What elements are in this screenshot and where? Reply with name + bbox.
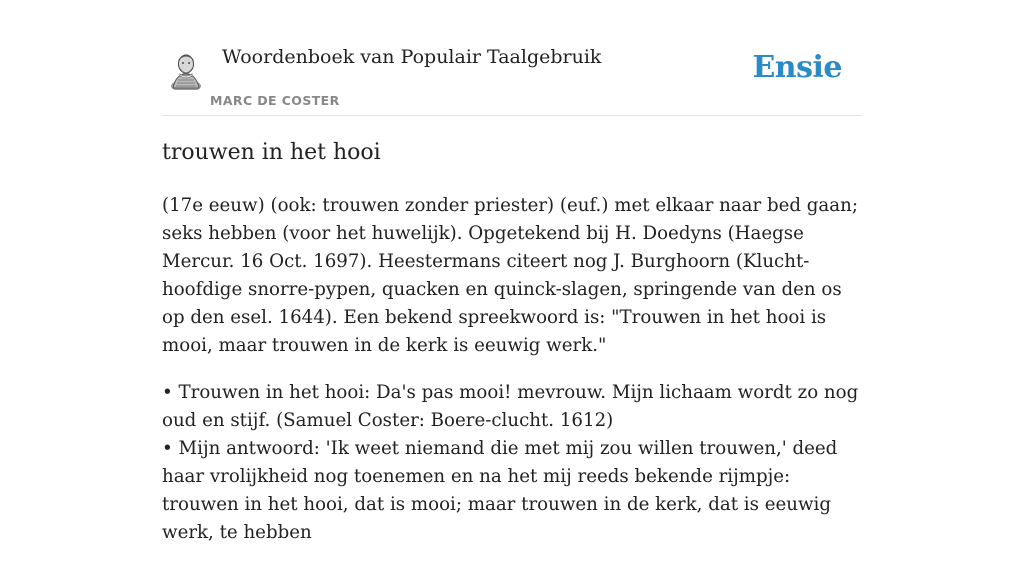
entry-definition: (17e eeuw) (ook: trouwen zonder priester) (euf.) met elkaar naar bed gaan; seks hebben (voor het huwelijk). Opgetekend bij H. Doedyns (Haegse Mercur. 16 Oct. 1697). Heestermans citeert nog J. Burghoorn (Klucht-hoofdige snorre-pypen, quacken en quinck-slagen, springende van den os op den esel. 1644). Een bekend spreekwoord is: "Trouwen in het hooi is mooi, maar trouwen in de kerk is eeuwig werk." — [162, 195, 858, 356]
entry-headword: trouwen in het hooi — [162, 140, 381, 165]
entry-content — [162, 192, 862, 566]
brand-logo[interactable]: Ensie — [752, 50, 842, 85]
quote-item: • Mijn antwoord: 'Ik weet niemand die met mij zou willen trouwen,' deed haar vrolijkheid nog toenemen en na het mij reeds bekende rijmpje: trouwen in het hooi, dat is mooi; maar trouwen in de kerk, dat is eeuwig werk, te hebben — [162, 438, 838, 543]
author-portrait-icon[interactable] — [168, 50, 204, 90]
quote-item: • Trouwen in het hooi: Da's pas mooi! mevrouw. Mijn lichaam wordt zo nog oud en stijf. (Samuel Coster: Boere-clucht. 1612) — [162, 382, 859, 431]
site-header — [162, 40, 862, 116]
entry-quotes — [162, 379, 862, 547]
site-title[interactable]: Woordenboek van Populair Taalgebruik — [222, 46, 602, 68]
author-name[interactable]: MARC DE COSTER — [210, 93, 340, 108]
